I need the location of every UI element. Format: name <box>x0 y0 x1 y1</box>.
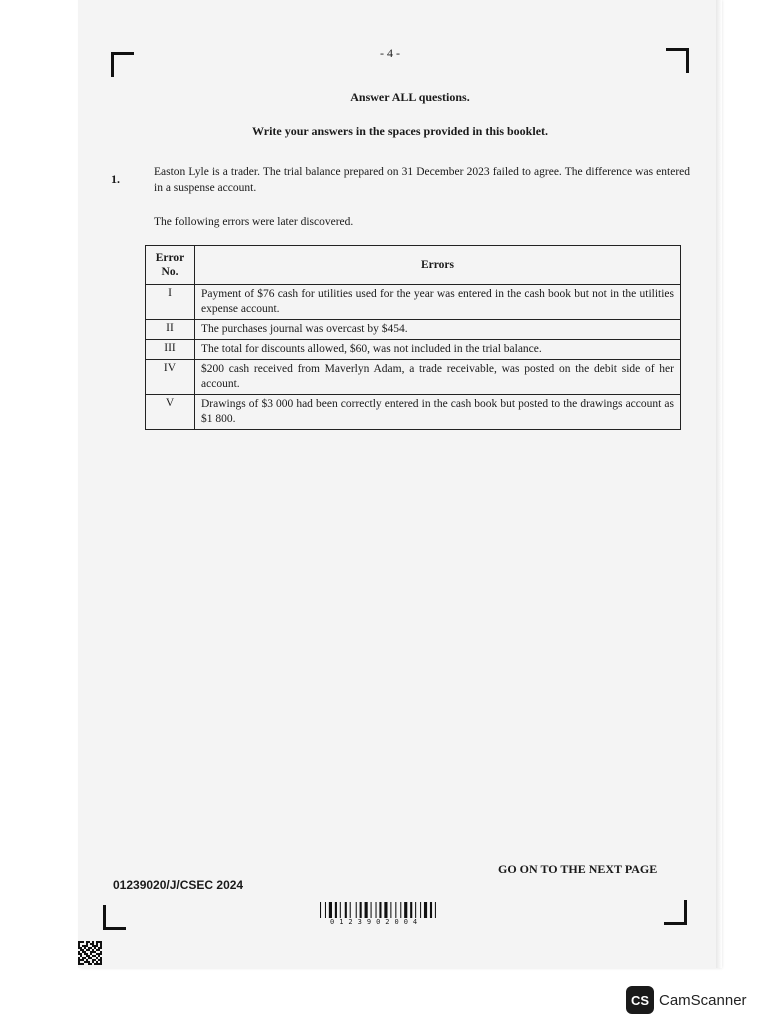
header-error-no: Error No. <box>146 246 195 285</box>
barcode-bar <box>365 902 368 918</box>
qr-module <box>86 943 88 945</box>
corner-mark-top-right <box>666 48 689 73</box>
qr-module <box>78 951 80 953</box>
qr-module <box>100 941 102 943</box>
barcode <box>320 902 462 918</box>
qr-module <box>84 953 86 955</box>
barcode-bar <box>371 902 372 918</box>
qr-module <box>94 959 96 961</box>
error-number: V <box>146 395 195 430</box>
qr-module <box>84 947 86 949</box>
qr-module <box>100 943 102 945</box>
qr-module <box>98 955 100 957</box>
qr-module <box>84 957 86 959</box>
qr-module <box>100 947 102 949</box>
qr-module <box>90 947 92 949</box>
qr-module <box>78 947 80 949</box>
qr-module <box>92 961 94 963</box>
qr-module <box>96 963 98 965</box>
qr-module <box>86 961 88 963</box>
error-description: Payment of $76 cash for utilities used for the year was entered in the cash book but not in the utilities expense account. <box>195 285 681 320</box>
corner-mark-top-left <box>111 52 134 77</box>
qr-module <box>90 957 92 959</box>
error-number: I <box>146 285 195 320</box>
go-to-next-page-note: GO ON TO THE NEXT PAGE <box>498 862 658 876</box>
qr-module <box>98 949 100 951</box>
qr-module <box>100 951 102 953</box>
qr-module <box>78 961 80 963</box>
qr-module <box>96 953 98 955</box>
camscanner-name: CamScanner <box>659 991 747 1009</box>
qr-module <box>92 955 94 957</box>
barcode-bar <box>435 902 436 918</box>
camscanner-logo-icon: CS <box>626 986 654 1014</box>
qr-module <box>86 945 88 947</box>
qr-module <box>82 951 84 953</box>
barcode-bar <box>420 902 421 918</box>
qr-module <box>94 951 96 953</box>
qr-module <box>88 961 90 963</box>
qr-module <box>98 953 100 955</box>
qr-module <box>88 947 90 949</box>
table-row <box>146 320 681 340</box>
barcode-bar <box>395 902 396 918</box>
qr-module <box>80 947 82 949</box>
scanned-page <box>78 0 720 968</box>
qr-module <box>82 941 84 943</box>
error-description: Drawings of $3 000 had been correctly entered in the cash book but posted to the drawings account as $1 800. <box>195 395 681 430</box>
camscanner-watermark <box>626 986 747 1014</box>
qr-module <box>98 959 100 961</box>
qr-code-icon <box>78 941 102 965</box>
qr-module <box>86 953 88 955</box>
qr-module <box>100 961 102 963</box>
qr-module <box>96 961 98 963</box>
page-edge <box>716 0 722 968</box>
exam-code: 01239020/J/CSEC 2024 <box>113 878 244 892</box>
qr-module <box>80 959 82 961</box>
qr-module <box>80 949 82 951</box>
qr-module <box>82 945 84 947</box>
qr-module <box>82 949 84 951</box>
barcode-bar <box>340 902 341 918</box>
barcode-bar <box>400 902 401 918</box>
qr-module <box>94 955 96 957</box>
qr-module <box>98 947 100 949</box>
qr-module <box>96 949 98 951</box>
table-row <box>146 285 681 320</box>
qr-module <box>92 951 94 953</box>
qr-module <box>100 963 102 965</box>
barcode-bar <box>320 902 321 918</box>
qr-module <box>96 941 98 943</box>
qr-module <box>94 945 96 947</box>
question-text: Easton Lyle is a trader. The trial balance prepared on 31 December 2023 failed to agree. The difference was entered in a suspense account. <box>154 166 690 194</box>
qr-module <box>88 963 90 965</box>
header-errors: Errors <box>195 246 681 285</box>
barcode-bar <box>356 902 357 918</box>
qr-module <box>80 953 82 955</box>
qr-module <box>78 943 80 945</box>
error-description: The purchases journal was overcast by $454. <box>195 320 681 340</box>
barcode-bar <box>430 902 432 918</box>
barcode-bar <box>376 902 377 918</box>
qr-module <box>78 963 80 965</box>
barcode-bar <box>350 902 351 918</box>
qr-module <box>100 959 102 961</box>
qr-module <box>94 947 96 949</box>
qr-module <box>78 953 80 955</box>
corner-mark-bottom-right <box>664 900 687 925</box>
qr-module <box>88 955 90 957</box>
table-row <box>146 360 681 395</box>
qr-module <box>86 941 88 943</box>
qr-module <box>100 953 102 955</box>
qr-module <box>92 959 94 961</box>
qr-module <box>100 957 102 959</box>
question-number: 1. <box>111 172 120 186</box>
qr-module <box>84 945 86 947</box>
error-number: IV <box>146 360 195 395</box>
error-description: The total for discounts allowed, $60, was not included in the trial balance. <box>195 340 681 360</box>
qr-module <box>98 941 100 943</box>
qr-module <box>84 951 86 953</box>
barcode-bar <box>325 902 326 918</box>
qr-module <box>90 963 92 965</box>
qr-module <box>86 959 88 961</box>
qr-module <box>90 951 92 953</box>
qr-module <box>84 961 86 963</box>
barcode-bar <box>379 902 381 918</box>
qr-module <box>88 941 90 943</box>
barcode-bar <box>415 902 416 918</box>
qr-module <box>78 957 80 959</box>
qr-module <box>82 959 84 961</box>
barcode-bar <box>404 902 407 918</box>
barcode-bar <box>335 902 337 918</box>
qr-module <box>92 945 94 947</box>
page-number: - 4 - <box>380 46 400 60</box>
qr-module <box>80 955 82 957</box>
barcode-bar <box>360 902 362 918</box>
error-description: $200 cash received from Maverlyn Adam, a trade receivable, was posted on the debit side of her account. <box>195 360 681 395</box>
table-row <box>146 395 681 430</box>
qr-module <box>100 945 102 947</box>
question-intro: The following errors were later discovered. <box>154 216 354 228</box>
qr-module <box>96 943 98 945</box>
error-number: II <box>146 320 195 340</box>
error-number: III <box>146 340 195 360</box>
qr-module <box>80 941 82 943</box>
qr-module <box>86 955 88 957</box>
corner-mark-bottom-left <box>103 905 126 930</box>
qr-module <box>94 963 96 965</box>
qr-module <box>96 945 98 947</box>
barcode-bar <box>410 902 412 918</box>
qr-module <box>78 959 80 961</box>
instruction-write-answers: Write your answers in the spaces provided in this booklet. <box>251 124 549 138</box>
qr-module <box>82 963 84 965</box>
qr-module <box>80 963 82 965</box>
qr-module <box>98 963 100 965</box>
errors-table <box>145 245 681 430</box>
barcode-bar <box>345 902 347 918</box>
instruction-answer-all: Answer ALL questions. <box>350 90 470 104</box>
qr-module <box>90 953 92 955</box>
qr-module <box>96 957 98 959</box>
qr-module <box>78 941 80 943</box>
table-header-row <box>146 246 681 285</box>
qr-module <box>78 945 80 947</box>
qr-module <box>82 957 84 959</box>
qr-module <box>88 949 90 951</box>
barcode-bar <box>424 902 427 918</box>
barcode-bar <box>384 902 387 918</box>
qr-module <box>92 943 94 945</box>
qr-module <box>92 949 94 951</box>
barcode-bar <box>329 902 332 918</box>
qr-module <box>88 957 90 959</box>
qr-module <box>92 941 94 943</box>
barcode-digits: 0123902004 <box>330 918 423 926</box>
barcode-bar <box>390 902 391 918</box>
table-row <box>146 340 681 360</box>
qr-module <box>90 943 92 945</box>
qr-module <box>86 949 88 951</box>
